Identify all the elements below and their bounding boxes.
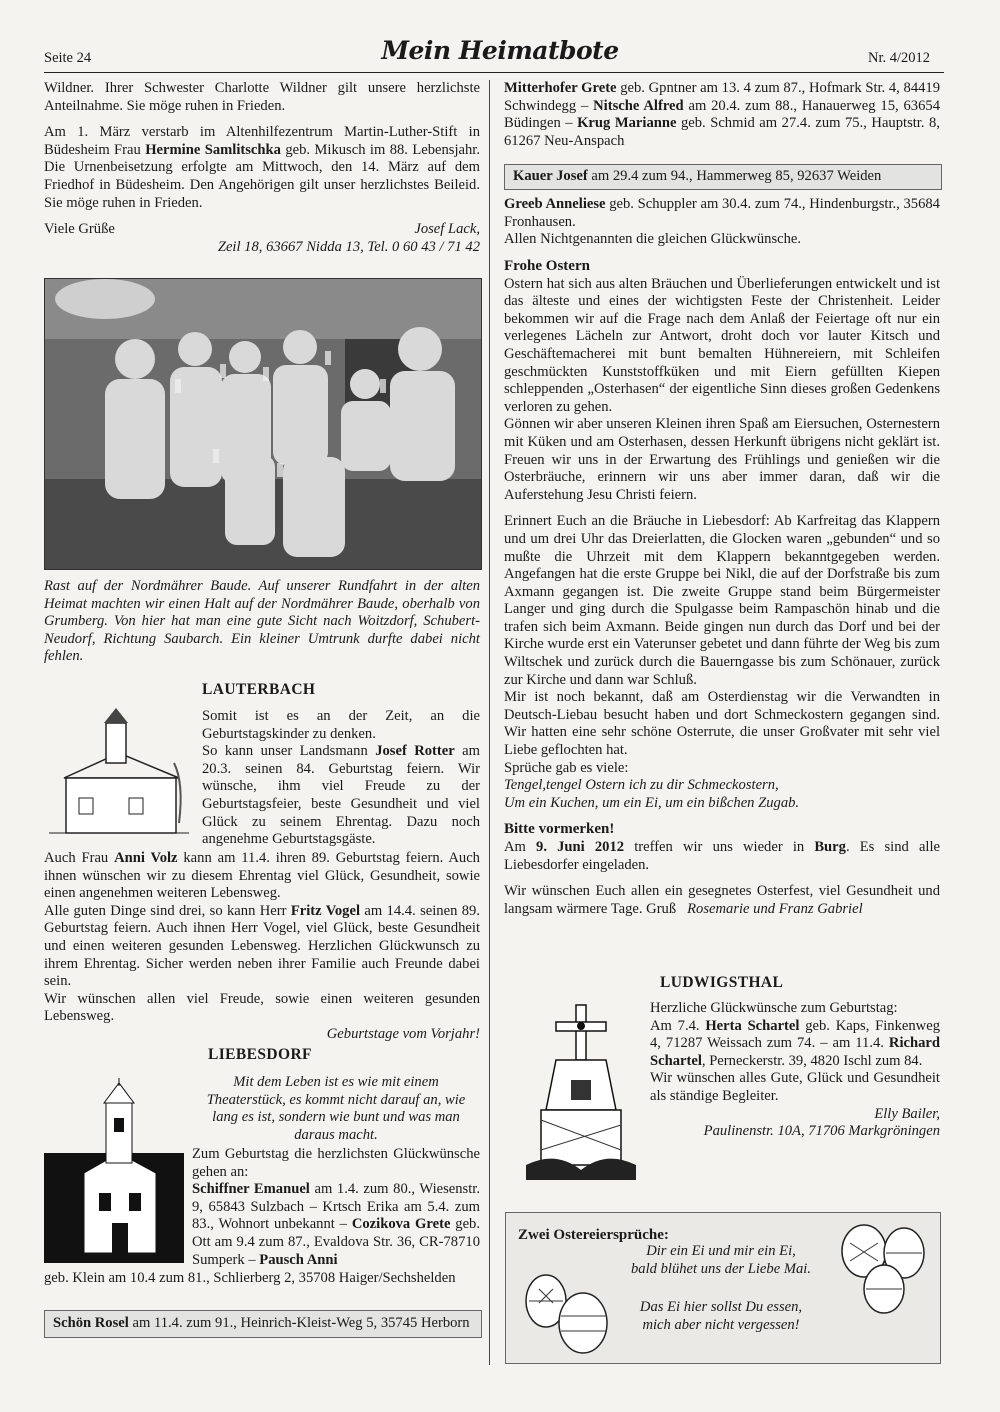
event-date: 9. Juni 2012 (536, 839, 625, 855)
obituary-end: Wildner. Ihrer Schwester Charlotte Wildner gilt unsere herzlichste Anteilnahme. Sie möge ruhen in Frieden. (44, 80, 480, 114)
highlight-box-kauer (504, 164, 942, 190)
text-part: am 20.4. zum 88., Hanauerweg 15, 63654 Büdingen – (504, 97, 940, 132)
text-part: treffen wir uns wieder in (624, 839, 815, 855)
text-part: So kann unser Landsmann (202, 743, 376, 760)
photo-caption: Rast auf der Nordmährer Baude. Auf unserer Rundfahrt in der alten Heimat machten wir einen Halt auf der Nordmährer Baude, oberhalb von Grumberg. Von hier hat man eine gute Sicht nach Woitzdorf, Schubert-Neudorf, Richtung Saubarch. Ein kleiner Umtrunk durfte dabei nicht fehlen. (44, 578, 480, 665)
text-part: Am 7.4. (650, 1017, 706, 1034)
text-part: geb. Schuppler am 30.4. zum 74., Hindenburgstr., 35684 Fronhausen. (504, 196, 940, 230)
text-part: am 29.4 zum 94., Hammerweg 85, 92637 Weiden (587, 168, 882, 184)
liebesdorf-quote: Mit dem Leben ist es wie mit einem Theaterstück, es kommt nicht darauf an, wie lang es ist, sondern wie bunt und was man daraus macht. (206, 1074, 466, 1143)
easter-eggs-right-icon (836, 1221, 931, 1316)
person-name: Pausch Anni (259, 1251, 338, 1268)
lauterbach-volz (44, 850, 480, 903)
chapel-drawing-lauterbach (44, 708, 194, 848)
easter-eggs-left-icon (521, 1271, 616, 1356)
ostern-p1: Ostern hat sich aus alten Bräuchen und Überlieferungen entwickelt und ist das älteste und eines der wichtigsten Feste der Christenheit. Leider bekommen wir auf die Frage nach dem Anlaß der Feiertage oft nur ein verlegenes Lächeln zur Antwort, droht doch vor lauter Kitsch und Geschäftemacherei mit bunt bemalten Hühnereiern, mit Schleifen geschmückten Kunststoffküken und mit Eiern gefüllten Kiepen schleppenden „Osterhasen“ der eigentliche Sinn dieses großen Gedenkens verloren zu gehen. (504, 275, 940, 415)
ostern-article (504, 258, 940, 918)
ludwigsthal-sig1 (650, 1106, 940, 1124)
liebesdorf-intro: Zum Geburtstag die herzlichsten Glückwünsche gehen an: (192, 1146, 480, 1180)
text-part: Auch Frau (44, 850, 115, 866)
signature-address: Paulinenstr. 10A, 71706 Markgröningen (703, 1123, 940, 1140)
greeting: Viele Grüße (44, 221, 115, 238)
ostern-verse2 (504, 795, 940, 813)
vormerken-text (504, 839, 940, 874)
column-rule (489, 80, 490, 1365)
vormerken-title: Bitte vormerken! (504, 821, 615, 838)
text-part: kann am 11.4. ihren 89. Geburtstag feiern. Auch ihnen wünschen wir zu diesem Ehrentag viel Glück, Gesundheit, sowie einen angenehmen weiteren Lebensweg. (44, 850, 480, 902)
ludwigsthal-list (650, 1018, 940, 1071)
signature-name: Josef Lack, (414, 221, 480, 238)
text-part: Wir wünschen Euch allen ein gesegnetes Osterfest, viel Gesundheit und langsam wärmere Tage. Gruß (504, 883, 940, 917)
ludwigsthal-text (650, 1000, 940, 1141)
text-part: am 1.4. zum 80., Wiesenstr. 9, 65843 Sulzbach – Krtsch Erika am 5.4. zum 83., Wohnort unbekannt – (192, 1181, 480, 1233)
section-title-ludwigsthal: LUDWIGSTHAL (660, 974, 784, 991)
verse-text: Tengel,tengel Ostern ich zu dir Schmeckostern, (504, 777, 779, 794)
liebesdorf-pausch-cont: geb. Klein am 10.4 zum 81., Schlierberg 2, 35708 Haiger/Sechshelden (44, 1270, 456, 1286)
person-name: Fritz Vogel (290, 902, 361, 919)
birthday-list (504, 80, 940, 150)
highlight-box-schoen (44, 1310, 482, 1338)
right-top-text-2 (504, 196, 940, 249)
text-part: , Perneckerstr. 39, 4820 Ischl zum 84. (701, 1052, 923, 1069)
ostern-p3: Erinnert Euch an die Bräuche in Liebesdorf: Ab Karfreitag das Klappern und um drei Uhr das Dreierlatten, die Glocken waren „gebunden“ und so mußte die Uhrzeit mit dem Klappern bekanntgegeben werden. Angefangen hat die erste Gruppe bei Nikl, die auf der Dorfstraße bis zum Axmann gegangen ist. Die zweite Gruppe stand beim Bürgermeister Langer und ging durch die Spulgasse beim Rampaschön hinab und die trafen sich beim Axmann. Beide gingen nun durch das Dorf und bei der Kirche wurde erst ein Vaterunser gebetet und dann führte der Weg bis zum Wiltschek und zurück durch die Bauerngasse bis zum Schönauer, zurück zur Kirche und dann war Schluß. (504, 513, 940, 688)
text-part: am 11.4. zum 91., Heinrich-Kleist-Weg 5, 35745 Herborn (128, 1315, 470, 1331)
liebesdorf-text-wide (44, 1270, 480, 1288)
text-part: geb. Gpntner am 13. 4 zum 87., Hofmark Str. 4, 84419 Schwindegg – (504, 80, 941, 114)
text-part: geb. Mikusch im 88. Lebensjahr. Die Urnenbeisetzung erfolgte am Mittwoch, den 14. März auf dem Friedhof in Büdesheim. Den Angehörigen gilt unser herzlichstes Beileid. Sie möge ruhen in Frieden. (44, 141, 480, 211)
lauterbach-intro: Somit ist es an der Zeit, an die Geburtstagskinder zu denken. (202, 708, 480, 742)
text-part: geb. Ott am 9.4 zum 87., Evaldova Str. 36, CR-78710 Sumperk – (192, 1216, 481, 1268)
person-name: Greeb Anneliese (504, 196, 606, 212)
rhyme-line: bald blühet uns der Liebe Mai. (631, 1260, 811, 1277)
person-name: Kauer Josef (513, 168, 588, 184)
person-name: Nitsche Alfred (593, 97, 684, 114)
person-name: Schön Rosel (53, 1315, 129, 1331)
ostern-wish (504, 883, 940, 918)
right-top-text (504, 80, 940, 150)
text-part: Alle guten Dinge sind drei, so kann Herr (44, 902, 291, 919)
ostern-title: Frohe Ostern (504, 258, 590, 274)
ostern-p5: Sprüche gab es viele: (504, 759, 629, 776)
signature-name: Elly Bailer, (874, 1105, 940, 1122)
person-name: Cozikova Grete (351, 1216, 451, 1233)
lauterbach-vogel (44, 903, 480, 991)
obituary-samlitschka (44, 124, 480, 212)
text-part: Wir wünschen allen viel Freude, sowie einen weiteren gesunden Lebensweg. (44, 990, 480, 1025)
easter-rhyme-1 (606, 1243, 836, 1278)
ludwigsthal-intro: Herzliche Glückwünsche zum Geburtstag: (650, 1000, 898, 1016)
person-name: Herta Schartel (705, 1017, 800, 1034)
person-name: Krug Marianne (577, 115, 677, 132)
issue-number: Nr. 4/2012 (868, 50, 931, 66)
easter-box-title: Zwei Ostereiersprüche: (518, 1227, 669, 1243)
ostern-verse1 (504, 777, 940, 795)
rhyme-line: Dir ein Ei und mir ein Ei, (646, 1243, 796, 1259)
person-name: Mitterhofer Grete (504, 80, 617, 96)
text-part: am 20.3. seinen 84. Geburtstag feiern. Wir wünsche, ihm viel Freude zu der Geburtstagsfeier, beste Gesundheit und viel Glück zu seinem Ehrentag. Dazu noch angenehme Geburtstagsgäste. (202, 743, 480, 848)
ostern-p4: Mir ist noch bekannt, daß am Osterdienstag wir die Verwandten in Deutsch-Liebau besucht haben und dort Schmeckostern gegangen sind. Wir hatten eine sehr schöne Osterrute, die unser Großvater mit sehr viel Liebe geflochten hat. (504, 689, 940, 759)
rhyme-line: Das Ei hier sollst Du essen, (639, 1299, 803, 1315)
liebesdorf-text-narrow (192, 1146, 480, 1269)
text-part: am 14.4. seinen 89. Geburtstag feiern. Auch ihnen Herr Vogel, viel Glück, beste Gesundheit und einen weiteren gesunden Lebensweg. Herzlichen Glückwunsch zu ihrem Ehrentag. Sicher werden neben ihrer Familie auch Freunde dabei sein. (44, 902, 480, 990)
group-photo-illustration (45, 279, 481, 569)
person-name: Anni Volz (114, 850, 178, 866)
ludwigsthal-sig2 (650, 1123, 940, 1141)
person-name: Josef Rotter (375, 743, 455, 760)
lauterbach-text-wide (44, 850, 480, 1044)
ostern-p2: Gönnen wir aber unseren Kleinen ihren Spaß am Eiersuchen, Osternestern mit Küken und am Osterhasen, dessen Herkunft übrigens nicht geklärt ist. Freuen wir uns in der Erwartung des Frühlings und genießen wir die Osterbräuche, erinnern wir uns aber immer daran, daß wir die Auferstehung Jesu Christi feiern. (504, 416, 940, 503)
person-name: Richard Schartel (650, 1035, 940, 1069)
church-drawing-liebesdorf (44, 1078, 184, 1263)
text-part: Am 1. März verstarb im Altenhilfezentrum Martin-Luther-Stift in Büdesheim Frau (44, 124, 480, 158)
person-name: Schiffner Emanuel (192, 1181, 310, 1198)
lauterbach-signoff (44, 1026, 480, 1044)
lauterbach-text-narrow (202, 708, 480, 849)
event-place: Burg (814, 839, 846, 855)
lauterbach-rotter (202, 743, 480, 849)
chapel-icon (44, 708, 194, 848)
others-wish: Allen Nichtgenannten die gleichen Glückwünsche. (504, 231, 802, 248)
signature-row (44, 221, 480, 239)
church-icon (44, 1078, 184, 1263)
verse-text: Um ein Kuchen, um ein Ei, um ein bißchen Zugab. (504, 794, 800, 811)
section-title-lauterbach: LAUTERBACH (202, 681, 316, 698)
cross-drawing-ludwigsthal (526, 1000, 636, 1180)
easter-rhyme-2 (606, 1299, 836, 1334)
left-top-text (44, 80, 480, 256)
signature-address-text: Zeil 18, 63667 Nidda 13, Tel. 0 60 43 / 71 42 (217, 238, 480, 255)
wayside-cross-icon (526, 1000, 636, 1180)
signoff-text: Geburtstage vom Vorjahr! (326, 1025, 480, 1042)
lauterbach-closing (44, 991, 480, 1026)
text-part: geb. Schmid am 27.4. zum 75., Hauptstr. 8, 61267 Neu-Anspach (504, 115, 940, 149)
masthead-logo: Mein Heimatbote (381, 36, 619, 65)
signature: Rosemarie und Franz Gabriel (687, 900, 863, 917)
text-part: Am (504, 839, 537, 855)
page-number: Seite 24 (44, 50, 92, 66)
person-name: Hermine Samlitschka (145, 141, 281, 158)
text-part: . Es sind alle Liebesdorfer eingeladen. (504, 839, 941, 873)
greeb-entry (504, 196, 940, 231)
group-photo (44, 278, 482, 570)
liebesdorf-list (192, 1181, 480, 1269)
signature-address (44, 239, 480, 257)
text-part: geb. Kaps, Finkenweg 4, 71287 Weissach zum 74. – am 11.4. (650, 1017, 940, 1052)
ludwigsthal-wish: Wir wünschen alles Gute, Glück und Gesundheit als ständige Begleiter. (650, 1070, 940, 1104)
section-title-liebesdorf: LIEBESDORF (208, 1046, 312, 1063)
easter-sayings-box (505, 1212, 941, 1364)
rhyme-line: mich aber nicht vergessen! (642, 1316, 800, 1333)
header-rule (44, 72, 944, 73)
